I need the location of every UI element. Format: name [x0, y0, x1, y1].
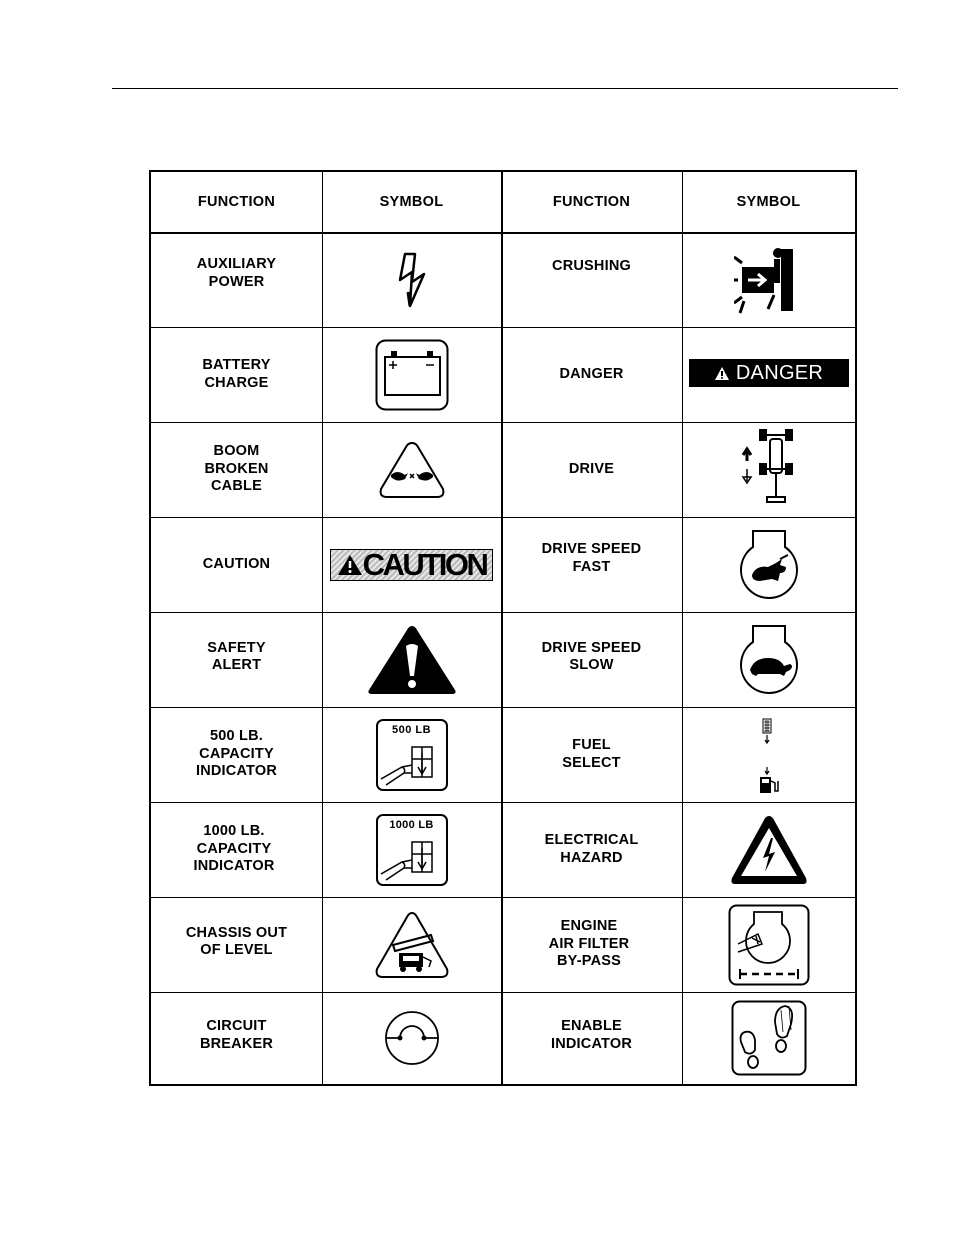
function-safety-alert: SAFETY ALERT	[207, 639, 266, 673]
function-enable-indicator: ENABLE INDICATOR	[550, 1018, 632, 1052]
fuel-select-icon	[754, 715, 784, 795]
function-electrical-hazard: ELECTRICAL HAZARD	[544, 832, 639, 866]
header-symbol-left: SYMBOL	[379, 194, 444, 210]
function-battery-charge: BATTERY CHARGE	[202, 357, 271, 391]
capacity-500-icon	[376, 719, 448, 791]
symbol-cell	[682, 327, 855, 422]
symbol-cell	[322, 897, 501, 992]
capacity-label: 500 LB	[391, 723, 432, 736]
warning-triangle-icon	[337, 554, 363, 576]
symbol-cell	[682, 992, 855, 1084]
footprints-icon	[731, 1000, 807, 1076]
symbol-cell	[682, 612, 855, 707]
header-rule	[112, 88, 898, 89]
symbol-cell	[682, 517, 855, 612]
symbol-cell	[322, 707, 501, 802]
function-chassis-out-of-level: CHASSIS OUT OF LEVEL	[185, 924, 288, 958]
function-auxiliary-power: AUXILIARY POWER	[196, 256, 277, 290]
function-500-lb-capacity: 500 LB. CAPACITY INDICATOR	[195, 728, 277, 780]
symbol-cell	[322, 422, 501, 517]
header-function-right: FUNCTION	[552, 194, 631, 210]
symbol-cell	[322, 612, 501, 707]
function-fuel-select: FUEL SELECT	[562, 737, 621, 771]
function-drive-speed-slow: DRIVE SPEED SLOW	[541, 639, 642, 673]
warning-triangle-icon	[714, 366, 730, 381]
capacity-label: 1000 LB	[389, 818, 434, 831]
function-boom-broken-cable: BOOM BROKEN CABLE	[204, 443, 269, 495]
function-caution: CAUTION	[202, 555, 271, 572]
air-filter-icon	[728, 904, 810, 986]
battery-icon	[375, 339, 449, 411]
safety-alert-icon	[366, 624, 458, 696]
function-crushing: CRUSHING	[552, 258, 631, 275]
symbol-cell	[682, 897, 855, 992]
danger-sign-text: DANGER	[735, 361, 824, 384]
caution-sign	[330, 546, 493, 582]
crushing-hazard-icon	[734, 243, 804, 317]
symbol-cell	[682, 232, 855, 327]
caution-sign-text: CAUTION	[362, 546, 487, 582]
circuit-breaker-icon	[384, 1010, 440, 1066]
turtle-icon	[738, 624, 800, 696]
symbol-cell	[682, 802, 855, 897]
symbol-cell	[322, 327, 501, 422]
symbol-cell	[322, 802, 501, 897]
danger-sign	[689, 359, 849, 387]
symbol-table	[149, 170, 857, 1086]
header-symbol-right: SYMBOL	[736, 194, 801, 210]
header-function-left: FUNCTION	[197, 194, 276, 210]
drive-icon	[739, 427, 799, 513]
function-1000-lb-capacity: 1000 LB. CAPACITY INDICATOR	[193, 823, 275, 875]
symbol-cell	[322, 992, 501, 1084]
lightning-bolt-icon	[397, 252, 427, 308]
electrical-hazard-icon	[729, 814, 809, 886]
chassis-tilt-icon	[373, 911, 451, 979]
broken-cable-icon	[377, 439, 447, 501]
function-engine-air-filter-bypass: ENGINE AIR FILTER BY-PASS	[548, 918, 630, 970]
symbol-cell	[322, 232, 501, 327]
symbol-cell	[682, 422, 855, 517]
function-danger: DANGER	[559, 365, 624, 382]
function-circuit-breaker: CIRCUIT BREAKER	[199, 1018, 274, 1052]
rabbit-icon	[738, 529, 800, 601]
capacity-1000-icon	[376, 814, 448, 886]
function-drive: DRIVE	[568, 460, 615, 477]
symbol-cell	[322, 517, 501, 612]
function-drive-speed-fast: DRIVE SPEED FAST	[541, 541, 642, 575]
symbol-cell	[682, 707, 855, 802]
